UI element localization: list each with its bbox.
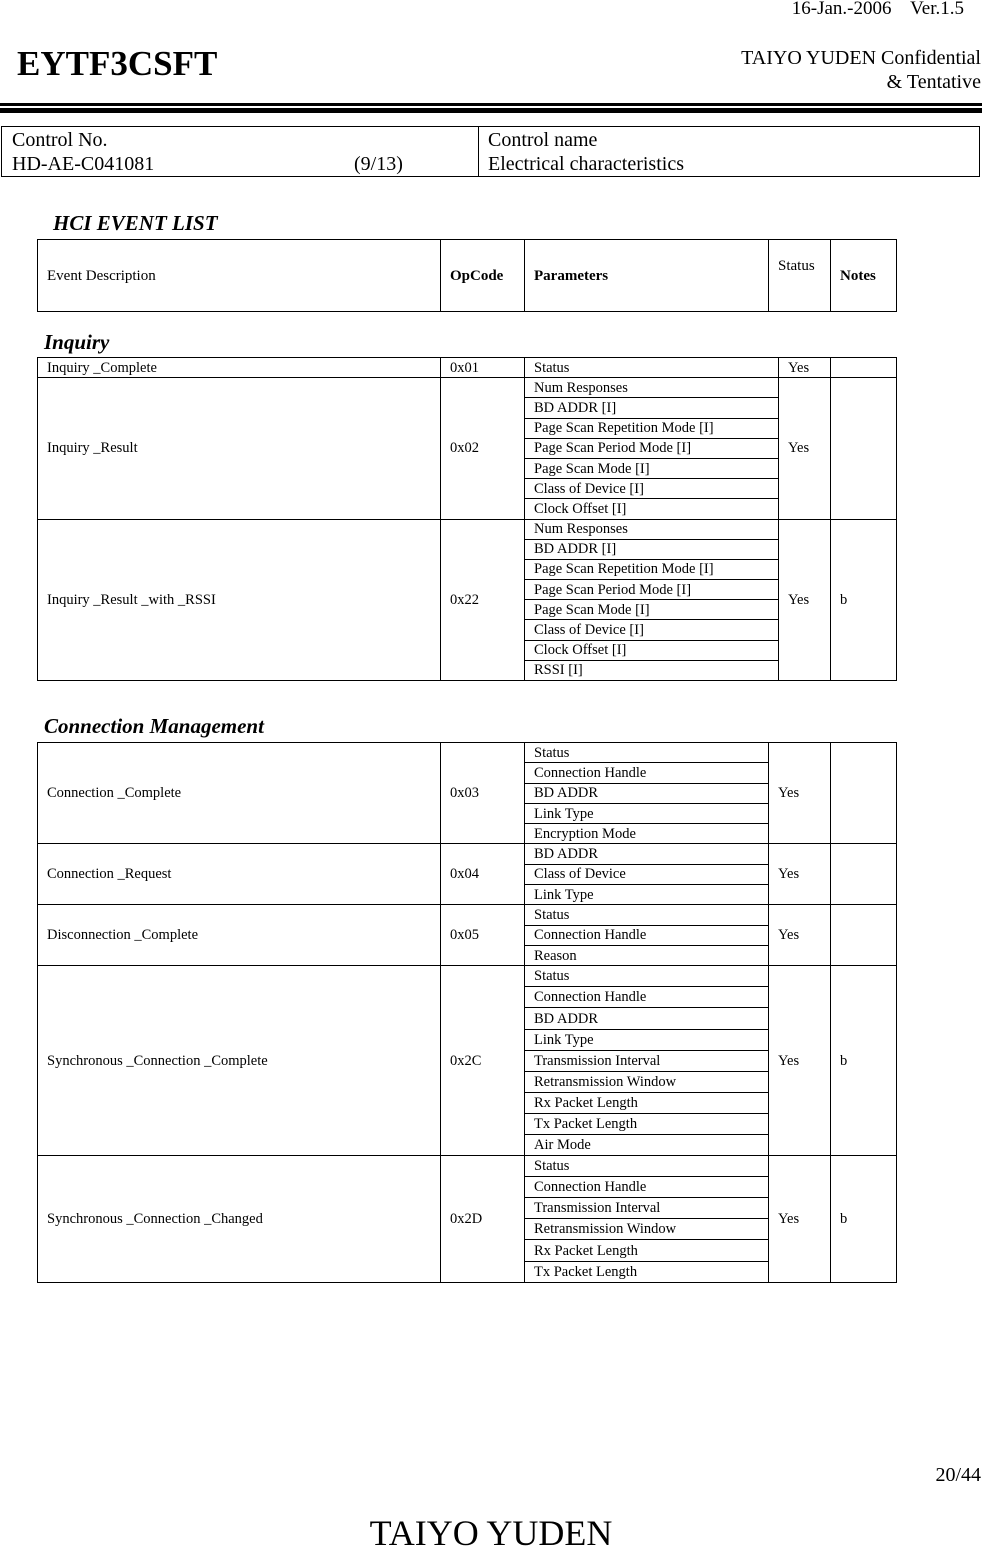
event-status: Yes bbox=[769, 905, 831, 966]
event-parameter: Connection Handle bbox=[525, 987, 769, 1008]
event-parameter: Page Scan Mode [I] bbox=[525, 458, 779, 478]
group-title-connection: Connection Management bbox=[44, 714, 264, 738]
event-parameter: Status bbox=[525, 905, 769, 925]
event-parameter: RSSI [I] bbox=[525, 660, 779, 680]
control-no-value: HD-AE-C041081 bbox=[12, 153, 155, 175]
event-parameter: Connection Handle bbox=[525, 925, 769, 945]
event-description: Connection _Request bbox=[38, 844, 441, 905]
event-description: Disconnection _Complete bbox=[38, 905, 441, 966]
event-status: Yes bbox=[769, 743, 831, 844]
event-status: Yes bbox=[779, 519, 831, 681]
event-parameter: Transmission Interval bbox=[525, 1198, 769, 1219]
footer-company: TAIYO YUDEN bbox=[369, 1513, 613, 1549]
event-parameter: BD ADDR [I] bbox=[525, 539, 779, 559]
event-notes bbox=[831, 743, 897, 844]
event-parameter: Status bbox=[525, 743, 769, 763]
event-parameter: Link Type bbox=[525, 885, 769, 905]
event-parameter: Num Responses bbox=[525, 378, 779, 398]
event-opcode: 0x03 bbox=[441, 743, 525, 844]
event-description: Inquiry _Result _with _RSSI bbox=[38, 519, 441, 681]
event-parameter: Clock Offset [I] bbox=[525, 499, 779, 519]
control-name-value: Electrical characteristics bbox=[488, 153, 684, 175]
event-parameter: Connection Handle bbox=[525, 1177, 769, 1198]
event-opcode: 0x02 bbox=[441, 378, 525, 519]
event-notes bbox=[831, 844, 897, 905]
control-no bbox=[12, 128, 154, 176]
event-description: Inquiry _Complete bbox=[38, 358, 441, 378]
event-parameter: Retransmission Window bbox=[525, 1071, 769, 1092]
event-parameter: Link Type bbox=[525, 1029, 769, 1050]
control-no-label: Control No. bbox=[12, 129, 108, 151]
event-parameter: BD ADDR bbox=[525, 844, 769, 864]
confidential-notice bbox=[741, 46, 981, 94]
inquiry-table bbox=[37, 357, 897, 681]
event-parameter: Page Scan Repetition Mode [I] bbox=[525, 559, 779, 579]
table-row bbox=[38, 378, 897, 398]
event-parameter: Page Scan Period Mode [I] bbox=[525, 580, 779, 600]
col-notes: Notes bbox=[831, 240, 897, 312]
event-notes bbox=[831, 358, 897, 378]
event-parameter: Transmission Interval bbox=[525, 1050, 769, 1071]
page-number: 20/44 bbox=[935, 1464, 981, 1486]
col-status: Status bbox=[769, 240, 831, 312]
event-parameter: Num Responses bbox=[525, 519, 779, 539]
event-notes bbox=[831, 378, 897, 519]
table-row bbox=[38, 358, 897, 378]
event-parameter: Link Type bbox=[525, 803, 769, 823]
date-version: 16-Jan.-2006 Ver.1.5 bbox=[791, 0, 964, 19]
group-title-inquiry: Inquiry bbox=[44, 330, 110, 354]
event-parameter: Page Scan Mode [I] bbox=[525, 600, 779, 620]
event-status: Yes bbox=[769, 966, 831, 1156]
event-description: Synchronous _Connection _Complete bbox=[38, 966, 441, 1156]
col-opcode: OpCode bbox=[441, 240, 525, 312]
event-description: Inquiry _Result bbox=[38, 378, 441, 519]
table-row bbox=[38, 519, 897, 539]
event-notes: b bbox=[831, 519, 897, 681]
event-parameter: BD ADDR [I] bbox=[525, 398, 779, 418]
event-opcode: 0x04 bbox=[441, 844, 525, 905]
event-opcode: 0x01 bbox=[441, 358, 525, 378]
event-status: Yes bbox=[779, 358, 831, 378]
event-status: Yes bbox=[769, 844, 831, 905]
event-description: Connection _Complete bbox=[38, 743, 441, 844]
column-header-table bbox=[37, 239, 897, 312]
table-row bbox=[38, 966, 897, 987]
col-params: Parameters bbox=[525, 240, 769, 312]
event-parameter: Status bbox=[525, 1156, 769, 1177]
table-row bbox=[38, 905, 897, 925]
event-parameter: Class of Device bbox=[525, 864, 769, 884]
table-row bbox=[38, 1156, 897, 1177]
confidential-line1: TAIYO YUDEN Confidential bbox=[741, 47, 981, 69]
event-opcode: 0x22 bbox=[441, 519, 525, 681]
event-parameter: Page Scan Period Mode [I] bbox=[525, 438, 779, 458]
event-parameter: Rx Packet Length bbox=[525, 1092, 769, 1113]
event-parameter: Class of Device [I] bbox=[525, 620, 779, 640]
header-rule bbox=[0, 103, 982, 106]
control-page-part: (9/13) bbox=[354, 153, 403, 175]
event-parameter: Page Scan Repetition Mode [I] bbox=[525, 418, 779, 438]
event-notes: b bbox=[831, 966, 897, 1156]
event-parameter: Tx Packet Length bbox=[525, 1261, 769, 1282]
table-row bbox=[38, 743, 897, 763]
event-notes bbox=[831, 905, 897, 966]
col-desc: Event Description bbox=[38, 240, 441, 312]
event-status: Yes bbox=[779, 378, 831, 519]
section-title: HCI EVENT LIST bbox=[53, 211, 218, 235]
event-opcode: 0x05 bbox=[441, 905, 525, 966]
event-opcode: 0x2D bbox=[441, 1156, 525, 1283]
event-parameter: Status bbox=[525, 966, 769, 987]
confidential-line2: & Tentative bbox=[886, 71, 981, 93]
event-parameter: Retransmission Window bbox=[525, 1219, 769, 1240]
control-box bbox=[1, 126, 980, 177]
table-row bbox=[38, 844, 897, 864]
event-description: Synchronous _Connection _Changed bbox=[38, 1156, 441, 1283]
event-status: Yes bbox=[769, 1156, 831, 1283]
event-parameter: Air Mode bbox=[525, 1135, 769, 1156]
event-parameter: Connection Handle bbox=[525, 763, 769, 783]
connection-table bbox=[37, 742, 897, 1283]
control-name bbox=[478, 127, 684, 176]
event-opcode: 0x2C bbox=[441, 966, 525, 1156]
event-parameter: Rx Packet Length bbox=[525, 1240, 769, 1261]
control-name-label: Control name bbox=[488, 129, 598, 151]
event-parameter: Tx Packet Length bbox=[525, 1113, 769, 1134]
event-parameter: Reason bbox=[525, 945, 769, 965]
header-rule-thick bbox=[0, 108, 982, 113]
event-parameter: Class of Device [I] bbox=[525, 479, 779, 499]
event-parameter: Encryption Mode bbox=[525, 824, 769, 844]
event-parameter: Status bbox=[525, 358, 779, 378]
event-parameter: BD ADDR bbox=[525, 1008, 769, 1029]
model-number: EYTF3CSFT bbox=[17, 44, 218, 83]
event-parameter: Clock Offset [I] bbox=[525, 640, 779, 660]
event-parameter: BD ADDR bbox=[525, 783, 769, 803]
event-notes: b bbox=[831, 1156, 897, 1283]
